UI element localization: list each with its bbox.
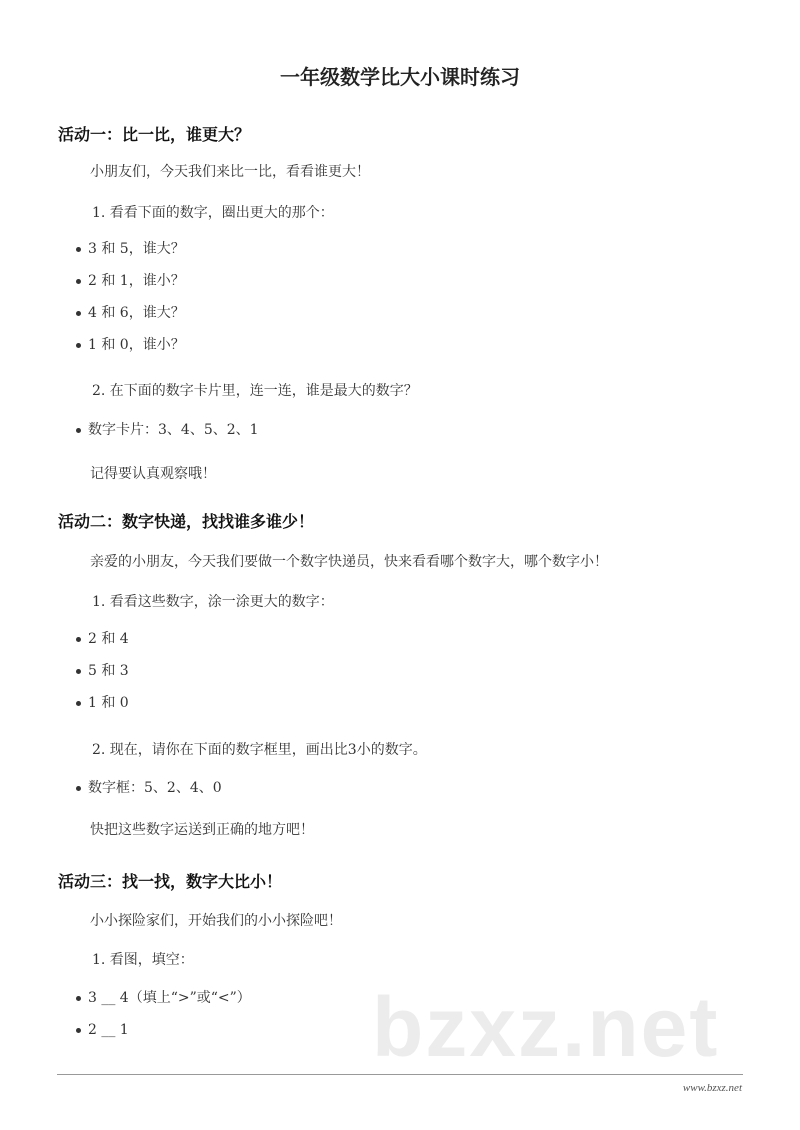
activity3-intro: 小小探险家们，开始我们的小小探险吧！ bbox=[90, 913, 342, 929]
bullet-icon bbox=[76, 701, 81, 706]
list-item bbox=[76, 271, 185, 291]
activity1-intro: 小朋友们，今天我们来比一比，看看谁更大！ bbox=[90, 164, 370, 180]
activity1-question1: 1. 看看下面的数字，圈出更大的那个： bbox=[92, 205, 334, 221]
list-item bbox=[76, 778, 222, 798]
list-item-text: 4 和 6，谁大？ bbox=[88, 305, 185, 321]
list-item-text: 2 和 4 bbox=[88, 631, 129, 647]
bullet-icon bbox=[76, 786, 81, 791]
footer-url: www.bzxz.net bbox=[682, 1082, 742, 1094]
activity2-question2: 2. 现在，请你在下面的数字框里，画出比3小的数字。 bbox=[92, 742, 427, 758]
list-item-text: 数字卡片：3、4、5、2、1 bbox=[88, 422, 259, 438]
page-title: 一年级数学比大小课时练习 bbox=[280, 65, 520, 89]
bullet-icon bbox=[76, 247, 81, 252]
list-item-text: 1 和 0，谁小？ bbox=[88, 337, 185, 353]
activity3-question1: 1. 看图，填空： bbox=[92, 952, 194, 968]
list-item bbox=[76, 988, 251, 1008]
bullet-icon bbox=[76, 343, 81, 348]
list-item bbox=[76, 661, 129, 681]
list-item-text: 2 和 1，谁小？ bbox=[88, 273, 185, 289]
bullet-icon bbox=[76, 311, 81, 316]
activity1-question2: 2. 在下面的数字卡片里，连一连，谁是最大的数字？ bbox=[92, 383, 418, 399]
list-item bbox=[76, 629, 129, 649]
list-item bbox=[76, 693, 129, 713]
bullet-icon bbox=[76, 669, 81, 674]
list-item-text: 数字框：5、2、4、0 bbox=[88, 780, 222, 796]
list-item bbox=[76, 303, 185, 323]
activity2-intro: 亲爱的小朋友，今天我们要做一个数字快递员，快来看看哪个数字大，哪个数字小！ bbox=[90, 554, 608, 570]
activity2-question1: 1. 看看这些数字，涂一涂更大的数字： bbox=[92, 594, 334, 610]
list-item-text: 1 和 0 bbox=[88, 695, 129, 711]
bullet-icon bbox=[76, 279, 81, 284]
activity1-note: 记得要认真观察哦！ bbox=[90, 466, 216, 482]
footer-divider bbox=[57, 1074, 743, 1075]
activity2-note: 快把这些数字运送到正确的地方吧！ bbox=[90, 822, 314, 838]
bullet-icon bbox=[76, 637, 81, 642]
watermark: bzxz.net bbox=[372, 980, 720, 1074]
list-item bbox=[76, 335, 185, 355]
activity1-heading: 活动一：比一比，谁更大？ bbox=[58, 125, 251, 144]
list-item bbox=[76, 239, 185, 259]
list-item-text: 3 和 5，谁大？ bbox=[88, 241, 185, 257]
activity2-heading: 活动二：数字快递，找找谁多谁少！ bbox=[58, 512, 315, 531]
list-item-text: 5 和 3 bbox=[88, 663, 129, 679]
bullet-icon bbox=[76, 996, 81, 1001]
activity3-heading: 活动三：找一找，数字大比小！ bbox=[58, 872, 283, 891]
list-item bbox=[76, 1020, 129, 1040]
list-item-text: 3 __ 4（填上“>”或“<”） bbox=[88, 990, 251, 1006]
bullet-icon bbox=[76, 428, 81, 433]
list-item bbox=[76, 420, 259, 440]
bullet-icon bbox=[76, 1028, 81, 1033]
list-item-text: 2 __ 1 bbox=[88, 1022, 129, 1038]
